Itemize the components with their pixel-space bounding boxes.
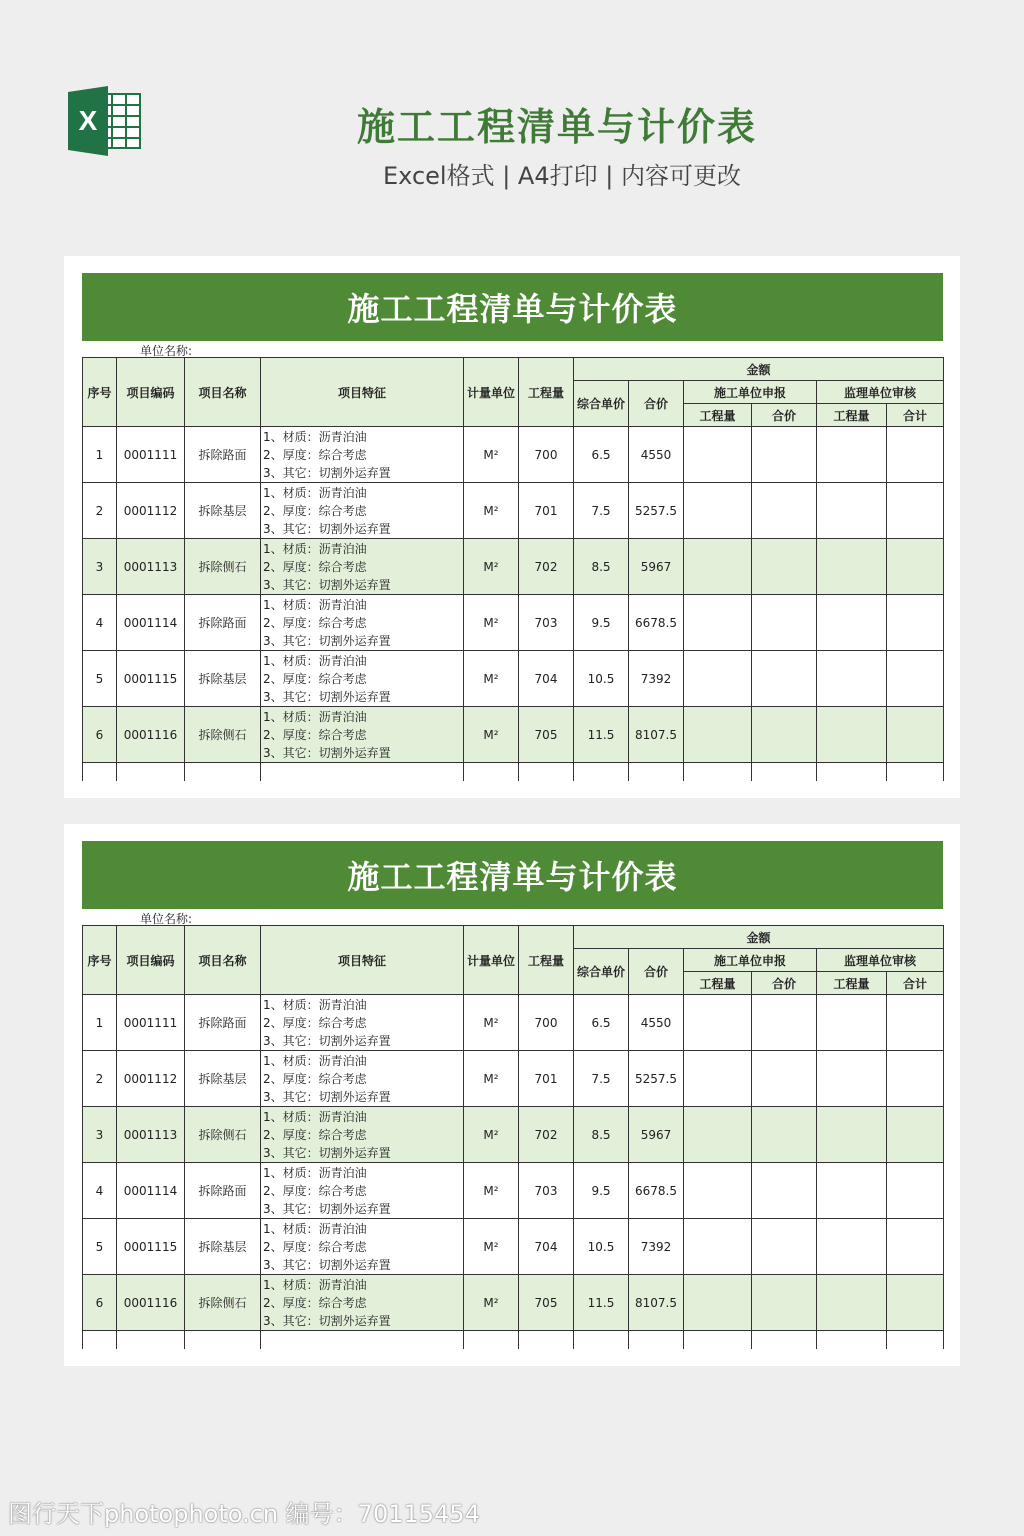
feature-thickness: 2、厚度：综合考虑 (263, 1295, 367, 1310)
cell-contractor-qty (684, 707, 752, 763)
feature-thickness: 2、厚度：综合考虑 (263, 1127, 367, 1142)
cell-contractor-total (752, 707, 817, 763)
cell-seq: 4 (83, 1163, 117, 1219)
cell-contractor-total (752, 1051, 817, 1107)
header-total: 合价 (629, 381, 684, 427)
cell-unit: M² (464, 1163, 519, 1219)
feature-other: 3、其它：切割外运弃置 (263, 689, 391, 704)
cell-supervisor-total (887, 595, 944, 651)
feature-material: 1、材质：沥青泊油 (263, 1109, 367, 1124)
cell-unit-price: 11.5 (574, 1275, 629, 1331)
cell-total: 4550 (629, 995, 684, 1051)
table-row (83, 1275, 944, 1331)
cell-feature (261, 995, 464, 1051)
empty-cell (817, 763, 887, 781)
empty-cell (117, 763, 185, 781)
header-supervisor-qty: 工程量 (817, 972, 887, 995)
cell-contractor-total (752, 651, 817, 707)
cell-qty: 703 (519, 595, 574, 651)
cell-supervisor-qty (817, 595, 887, 651)
header-supervisor: 监理单位审核 (817, 949, 944, 972)
cell-seq: 6 (83, 1275, 117, 1331)
cell-unit-price: 6.5 (574, 995, 629, 1051)
header-amount: 金额 (574, 926, 944, 949)
header-unit-price: 综合单价 (574, 949, 629, 995)
cell-code: 0001111 (117, 995, 185, 1051)
cell-feature (261, 1163, 464, 1219)
cell-qty: 703 (519, 1163, 574, 1219)
cell-feature (261, 1107, 464, 1163)
feature-other: 3、其它：切割外运弃置 (263, 1145, 391, 1160)
empty-cell (185, 763, 261, 781)
sheet-banner: 施工工程清单与计价表 (82, 841, 943, 909)
cell-code: 0001115 (117, 1219, 185, 1275)
empty-cell (629, 1331, 684, 1349)
feature-material: 1、材质：沥青泊油 (263, 485, 367, 500)
header-code: 项目编码 (117, 926, 185, 995)
cell-qty: 702 (519, 1107, 574, 1163)
cell-total: 8107.5 (629, 1275, 684, 1331)
feature-material: 1、材质：沥青泊油 (263, 1165, 367, 1180)
page-title: 施工工程清单与计价表 (356, 105, 757, 149)
empty-cell (83, 763, 117, 781)
feature-thickness: 2、厚度：综合考虑 (263, 671, 367, 686)
empty-cell (464, 1331, 519, 1349)
cell-name: 拆除路面 (185, 995, 261, 1051)
feature-other: 3、其它：切割外运弃置 (263, 1201, 391, 1216)
empty-cell (261, 1331, 464, 1349)
cell-code: 0001112 (117, 483, 185, 539)
feature-other: 3、其它：切割外运弃置 (263, 1089, 391, 1104)
cell-name: 拆除基层 (185, 1219, 261, 1275)
header-contractor-total: 合价 (752, 972, 817, 995)
cell-supervisor-qty (817, 427, 887, 483)
feature-material: 1、材质：沥青泊油 (263, 997, 367, 1012)
cell-supervisor-total (887, 995, 944, 1051)
cell-name: 拆除路面 (185, 595, 261, 651)
cell-feature (261, 539, 464, 595)
feature-other: 3、其它：切割外运弃置 (263, 577, 391, 592)
cell-seq: 1 (83, 427, 117, 483)
header-name: 项目名称 (185, 926, 261, 995)
cell-qty: 701 (519, 1051, 574, 1107)
cell-supervisor-qty (817, 707, 887, 763)
cell-qty: 704 (519, 651, 574, 707)
feature-thickness: 2、厚度：综合考虑 (263, 447, 367, 462)
cell-supervisor-qty (817, 1219, 887, 1275)
empty-cell (887, 763, 944, 781)
cell-supervisor-total (887, 483, 944, 539)
cell-contractor-total (752, 995, 817, 1051)
header-amount: 金额 (574, 358, 944, 381)
empty-cell (752, 763, 817, 781)
cell-supervisor-qty (817, 539, 887, 595)
cell-unit-price: 10.5 (574, 651, 629, 707)
header-qty: 工程量 (519, 358, 574, 427)
header-total: 合价 (629, 949, 684, 995)
cell-seq: 3 (83, 539, 117, 595)
cell-unit: M² (464, 427, 519, 483)
empty-cell (629, 763, 684, 781)
header-supervisor-total: 合计 (887, 972, 944, 995)
cell-name: 拆除基层 (185, 483, 261, 539)
cell-code: 0001116 (117, 1275, 185, 1331)
cell-seq: 1 (83, 995, 117, 1051)
table-row (83, 1163, 944, 1219)
cell-contractor-total (752, 427, 817, 483)
cell-supervisor-total (887, 427, 944, 483)
cell-seq: 2 (83, 1051, 117, 1107)
page-subtitle: Excel格式 | A4打印 | 内容可更改 (383, 162, 741, 190)
header-supervisor: 监理单位审核 (817, 381, 944, 404)
feature-material: 1、材质：沥青泊油 (263, 1221, 367, 1236)
cell-unit: M² (464, 1107, 519, 1163)
cell-supervisor-total (887, 1051, 944, 1107)
feature-thickness: 2、厚度：综合考虑 (263, 615, 367, 630)
cell-name: 拆除基层 (185, 1051, 261, 1107)
cell-contractor-qty (684, 483, 752, 539)
cell-code: 0001114 (117, 595, 185, 651)
cell-contractor-qty (684, 1219, 752, 1275)
sheet-preview-1 (64, 256, 960, 798)
empty-cell (83, 1331, 117, 1349)
empty-cell (261, 763, 464, 781)
cell-seq: 5 (83, 1219, 117, 1275)
header-contractor: 施工单位申报 (684, 949, 817, 972)
cell-feature (261, 483, 464, 539)
table-row (83, 651, 944, 707)
cell-qty: 705 (519, 707, 574, 763)
table-row (83, 1107, 944, 1163)
cell-qty: 705 (519, 1275, 574, 1331)
cell-seq: 6 (83, 707, 117, 763)
cell-unit: M² (464, 539, 519, 595)
empty-row (83, 1331, 944, 1349)
feature-material: 1、材质：沥青泊油 (263, 709, 367, 724)
cell-contractor-qty (684, 1051, 752, 1107)
header-name: 项目名称 (185, 358, 261, 427)
feature-thickness: 2、厚度：综合考虑 (263, 503, 367, 518)
feature-thickness: 2、厚度：综合考虑 (263, 1183, 367, 1198)
header-contractor-total: 合价 (752, 404, 817, 427)
cell-code: 0001112 (117, 1051, 185, 1107)
cell-contractor-qty (684, 1107, 752, 1163)
table-row (83, 427, 944, 483)
cell-supervisor-total (887, 1219, 944, 1275)
header-unit-price: 综合单价 (574, 381, 629, 427)
cell-qty: 704 (519, 1219, 574, 1275)
pricing-table (82, 357, 944, 781)
cell-supervisor-total (887, 651, 944, 707)
cell-code: 0001116 (117, 707, 185, 763)
cell-contractor-total (752, 1275, 817, 1331)
cell-code: 0001115 (117, 651, 185, 707)
svg-text:X: X (78, 105, 98, 136)
cell-total: 7392 (629, 1219, 684, 1275)
cell-contractor-qty (684, 651, 752, 707)
table-row (83, 995, 944, 1051)
cell-supervisor-qty (817, 1275, 887, 1331)
cell-supervisor-total (887, 1275, 944, 1331)
cell-name: 拆除路面 (185, 1163, 261, 1219)
empty-cell (684, 763, 752, 781)
feature-other: 3、其它：切割外运弃置 (263, 1257, 391, 1272)
cell-seq: 3 (83, 1107, 117, 1163)
cell-unit: M² (464, 651, 519, 707)
cell-total: 6678.5 (629, 1163, 684, 1219)
cell-supervisor-qty (817, 1163, 887, 1219)
cell-code: 0001111 (117, 427, 185, 483)
header-unit: 计量单位 (464, 358, 519, 427)
cell-supervisor-qty (817, 995, 887, 1051)
feature-material: 1、材质：沥青泊油 (263, 1053, 367, 1068)
cell-unit-price: 11.5 (574, 707, 629, 763)
cell-supervisor-qty (817, 1051, 887, 1107)
empty-cell (574, 763, 629, 781)
cell-unit-price: 8.5 (574, 539, 629, 595)
feature-other: 3、其它：切割外运弃置 (263, 521, 391, 536)
cell-contractor-total (752, 539, 817, 595)
empty-cell (752, 1331, 817, 1349)
empty-cell (519, 1331, 574, 1349)
cell-contractor-qty (684, 1275, 752, 1331)
cell-name: 拆除侧石 (185, 707, 261, 763)
cell-unit-price: 9.5 (574, 595, 629, 651)
cell-name: 拆除侧石 (185, 539, 261, 595)
empty-cell (464, 763, 519, 781)
header-feature: 项目特征 (261, 926, 464, 995)
empty-cell (117, 1331, 185, 1349)
cell-qty: 702 (519, 539, 574, 595)
table-row (83, 707, 944, 763)
cell-seq: 5 (83, 651, 117, 707)
cell-contractor-qty (684, 539, 752, 595)
empty-cell (519, 763, 574, 781)
cell-total: 7392 (629, 651, 684, 707)
header-code: 项目编码 (117, 358, 185, 427)
cell-code: 0001114 (117, 1163, 185, 1219)
cell-contractor-qty (684, 595, 752, 651)
cell-total: 8107.5 (629, 707, 684, 763)
cell-contractor-total (752, 1219, 817, 1275)
cell-feature (261, 1275, 464, 1331)
sheet-preview-2 (64, 824, 960, 1366)
cell-contractor-qty (684, 427, 752, 483)
empty-cell (185, 1331, 261, 1349)
cell-supervisor-total (887, 1107, 944, 1163)
cell-contractor-qty (684, 995, 752, 1051)
cell-supervisor-qty (817, 1107, 887, 1163)
cell-supervisor-total (887, 1163, 944, 1219)
pricing-table (82, 925, 944, 1349)
feature-material: 1、材质：沥青泊油 (263, 1277, 367, 1292)
cell-feature (261, 595, 464, 651)
empty-cell (817, 1331, 887, 1349)
cell-total: 6678.5 (629, 595, 684, 651)
cell-name: 拆除基层 (185, 651, 261, 707)
empty-row (83, 763, 944, 781)
cell-total: 5257.5 (629, 483, 684, 539)
cell-unit: M² (464, 1275, 519, 1331)
feature-thickness: 2、厚度：综合考虑 (263, 1015, 367, 1030)
feature-other: 3、其它：切割外运弃置 (263, 465, 391, 480)
cell-name: 拆除侧石 (185, 1275, 261, 1331)
feature-thickness: 2、厚度：综合考虑 (263, 1239, 367, 1254)
cell-feature (261, 707, 464, 763)
cell-contractor-total (752, 1163, 817, 1219)
cell-unit-price: 7.5 (574, 1051, 629, 1107)
cell-contractor-total (752, 483, 817, 539)
cell-feature (261, 427, 464, 483)
header-qty: 工程量 (519, 926, 574, 995)
feature-thickness: 2、厚度：综合考虑 (263, 727, 367, 742)
cell-total: 5967 (629, 1107, 684, 1163)
feature-material: 1、材质：沥青泊油 (263, 541, 367, 556)
cell-seq: 4 (83, 595, 117, 651)
cell-feature (261, 1051, 464, 1107)
cell-unit: M² (464, 1219, 519, 1275)
cell-unit: M² (464, 595, 519, 651)
feature-other: 3、其它：切割外运弃置 (263, 745, 391, 760)
cell-code: 0001113 (117, 1107, 185, 1163)
header-feature: 项目特征 (261, 358, 464, 427)
feature-material: 1、材质：沥青泊油 (263, 429, 367, 444)
cell-supervisor-qty (817, 651, 887, 707)
empty-cell (574, 1331, 629, 1349)
header-supervisor-qty: 工程量 (817, 404, 887, 427)
feature-material: 1、材质：沥青泊油 (263, 597, 367, 612)
table-row (83, 483, 944, 539)
cell-name: 拆除路面 (185, 427, 261, 483)
header-supervisor-total: 合计 (887, 404, 944, 427)
cell-feature (261, 1219, 464, 1275)
cell-unit-price: 8.5 (574, 1107, 629, 1163)
feature-other: 3、其它：切割外运弃置 (263, 1313, 391, 1328)
cell-seq: 2 (83, 483, 117, 539)
header-seq: 序号 (83, 358, 117, 427)
cell-total: 5257.5 (629, 1051, 684, 1107)
feature-other: 3、其它：切割外运弃置 (263, 633, 391, 648)
cell-unit: M² (464, 995, 519, 1051)
cell-supervisor-qty (817, 483, 887, 539)
cell-unit: M² (464, 707, 519, 763)
header-seq: 序号 (83, 926, 117, 995)
cell-contractor-total (752, 595, 817, 651)
cell-supervisor-total (887, 707, 944, 763)
cell-code: 0001113 (117, 539, 185, 595)
cell-qty: 700 (519, 427, 574, 483)
cell-qty: 700 (519, 995, 574, 1051)
cell-name: 拆除侧石 (185, 1107, 261, 1163)
unit-name-label: 单位名称: (140, 344, 193, 358)
table-row (83, 1219, 944, 1275)
sheet-banner: 施工工程清单与计价表 (82, 273, 943, 341)
cell-total: 4550 (629, 427, 684, 483)
empty-cell (684, 1331, 752, 1349)
header-contractor: 施工单位申报 (684, 381, 817, 404)
cell-qty: 701 (519, 483, 574, 539)
cell-contractor-total (752, 1107, 817, 1163)
unit-name-label: 单位名称: (140, 912, 193, 926)
table-row (83, 539, 944, 595)
feature-other: 3、其它：切割外运弃置 (263, 1033, 391, 1048)
cell-total: 5967 (629, 539, 684, 595)
header-contractor-qty: 工程量 (684, 972, 752, 995)
cell-unit-price: 6.5 (574, 427, 629, 483)
cell-feature (261, 651, 464, 707)
feature-material: 1、材质：沥青泊油 (263, 653, 367, 668)
cell-contractor-qty (684, 1163, 752, 1219)
feature-thickness: 2、厚度：综合考虑 (263, 1071, 367, 1086)
header-unit: 计量单位 (464, 926, 519, 995)
cell-unit-price: 7.5 (574, 483, 629, 539)
cell-supervisor-total (887, 539, 944, 595)
table-row (83, 1051, 944, 1107)
feature-thickness: 2、厚度：综合考虑 (263, 559, 367, 574)
cell-unit-price: 10.5 (574, 1219, 629, 1275)
cell-unit: M² (464, 483, 519, 539)
cell-unit: M² (464, 1051, 519, 1107)
cell-unit-price: 9.5 (574, 1163, 629, 1219)
table-row (83, 595, 944, 651)
watermark: 图行天下photophoto.cn 编号：70115454 (8, 1500, 480, 1528)
empty-cell (887, 1331, 944, 1349)
header-contractor-qty: 工程量 (684, 404, 752, 427)
